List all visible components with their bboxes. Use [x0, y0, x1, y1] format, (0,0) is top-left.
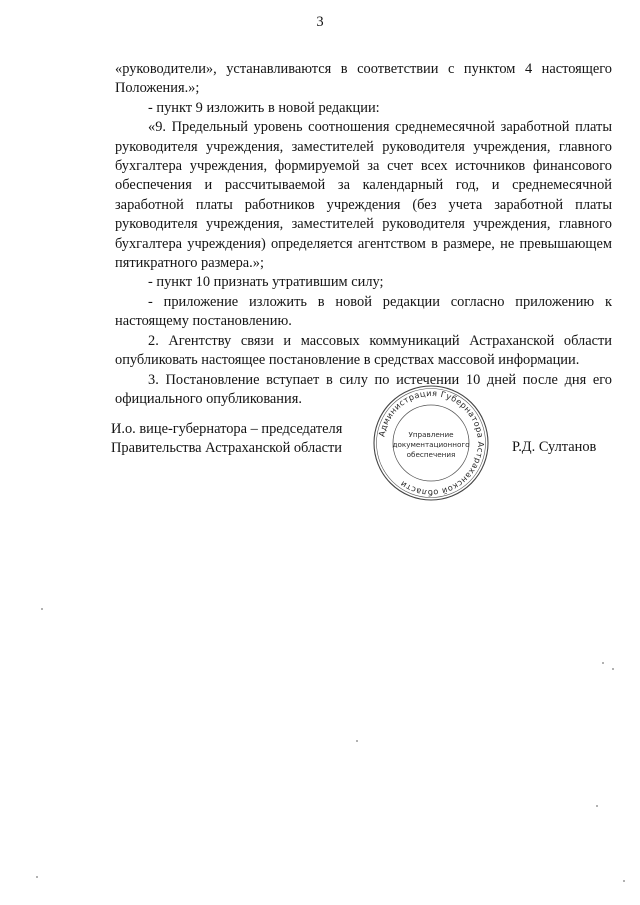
paragraph-clause-3: 3. Постановление вступает в силу по истечении 10 дней после дня его официального опубликования. [115, 371, 612, 407]
signer-name: Р.Д. Султанов [512, 439, 597, 455]
paragraph-item-10: - пункт 10 признать утратившим силу; [148, 274, 384, 291]
official-stamp-icon [371, 383, 491, 503]
scan-speck [36, 876, 38, 878]
scan-speck [612, 668, 614, 670]
document-body [115, 60, 612, 409]
signer-position-line2: Правительства Астраханской области [111, 440, 342, 457]
stamp-center-line1: Управление [408, 430, 454, 439]
paragraph-clause-2: 2. Агентству связи и массовых коммуникаций Астраханской области опубликовать настоящее постановление в средствах массовой информации. [115, 332, 612, 369]
scan-speck [596, 805, 598, 807]
scan-speck [623, 880, 625, 882]
scan-speck [602, 662, 604, 664]
paragraph-item-9-text: «9. Предельный уровень соотношения среднемесячной заработной платы руководителя учреждения, заместителей руководителя учреждения, главного бухгалтера учреждения, формируемой за счет всех источников финансового обеспечения и рассчитываемой за календарный год, и среднемесячной заработной платы работников учреждения (без учета заработной платы руководителя учреждения, заместителей руководителя учреждения, главного бухгалтера учреждения) определяется агентством в размере, не превышающем пятикратного размера.»; [115, 119, 612, 272]
signature-block [111, 420, 342, 459]
stamp-center-line2: документационного [392, 440, 470, 449]
paragraph-item-9-header: - пункт 9 изложить в новой редакции: [148, 99, 380, 116]
stamp-center-line3: обеспечения [406, 450, 456, 459]
stamp-ring-text: Администрация Губернатора Астраханской области [376, 387, 487, 499]
paragraph-continuation: «руководители», устанавливаются в соответствии с пунктом 4 настоящего Положения.»; [115, 61, 612, 97]
page-number: 3 [316, 14, 324, 30]
paragraph-appendix: - приложение изложить в новой редакции согласно приложению к настоящему постановлению. [115, 293, 612, 330]
scan-speck [356, 740, 358, 742]
scan-speck [41, 608, 43, 610]
signer-position-line1: И.о. вице-губернатора – председателя [111, 421, 343, 437]
